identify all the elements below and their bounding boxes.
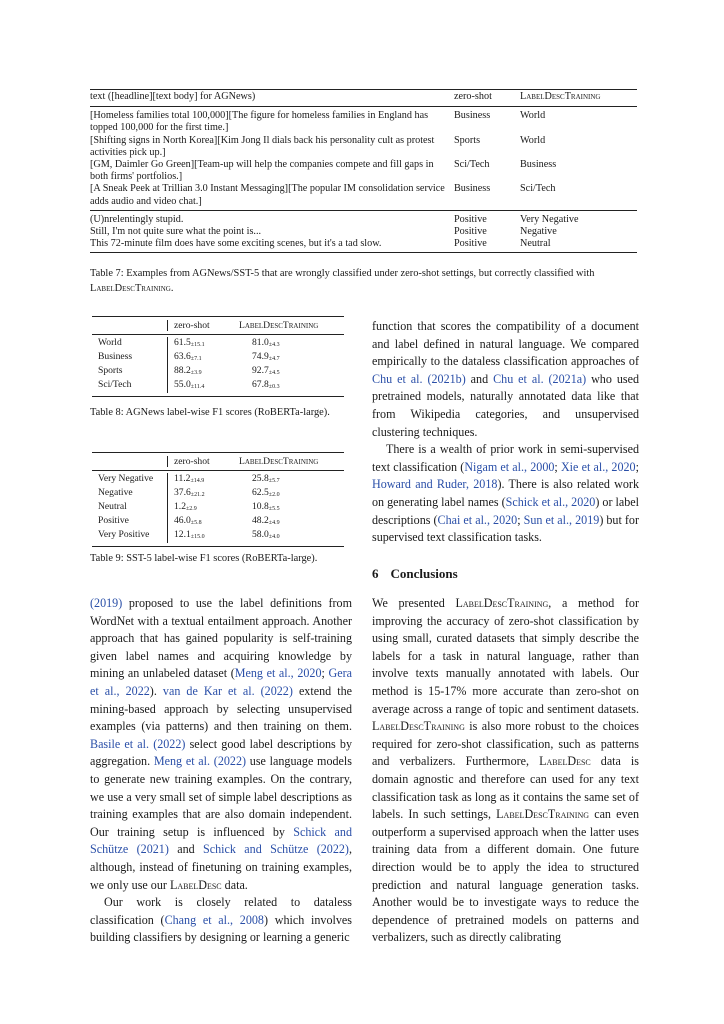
cell-zero-shot <box>168 515 230 529</box>
cell-zero-shot: Sports <box>454 134 481 146</box>
text-run: and <box>168 842 204 857</box>
left-column-bottom <box>90 595 352 947</box>
citation-link: Xie et al., 2020 <box>560 459 636 474</box>
citation-link: Basile et al. (2022) <box>90 736 186 751</box>
header-blank <box>92 456 167 467</box>
std-dev: ±2.9 <box>186 506 197 512</box>
cell-method: Sci/Tech <box>520 183 556 195</box>
cell-zero-shot: Positive <box>454 213 487 225</box>
value: 88.2 <box>174 365 191 376</box>
paragraph <box>372 441 639 547</box>
cell-zero-shot: Business <box>454 110 491 122</box>
caption-suffix: . <box>170 283 174 294</box>
cell-text: [GM, Daimler Go Green][Team-up will help the companies compete and fill gaps in both firms' portfolios.] <box>90 159 434 183</box>
cell-method: World <box>520 134 546 146</box>
right-column-top <box>372 318 639 547</box>
citation-link: (2019) <box>90 596 123 610</box>
value: 12.1 <box>174 529 191 540</box>
value: 62.5 <box>252 487 269 498</box>
table-row <box>90 183 637 207</box>
value: 61.5 <box>174 337 191 348</box>
table-bottom-rule <box>92 546 344 547</box>
paragraph <box>90 595 352 894</box>
text-run: ) or label descriptions ( <box>372 494 639 527</box>
table-row <box>90 159 637 183</box>
header-zero-shot: zero-shot <box>174 456 210 467</box>
citation-link: Gera et al., 2022 <box>90 666 352 698</box>
table-header-row <box>90 90 637 106</box>
cell-zero-shot <box>168 501 230 515</box>
table-row <box>92 501 344 515</box>
table-header-row <box>92 317 344 334</box>
cell-method <box>230 487 344 501</box>
value: 11.2 <box>174 473 191 484</box>
text-run: , a method for improving the accuracy of zero-shot classification by using small, curated datasets that simply describe the labels for a task in natural language, rather than involve texts manually annotated with labels. Our method is 15-17% more accurate than zero-shot on average across a range of topic and sentiment datasets. <box>372 596 640 716</box>
citation-link: Chu et al. (2021b) <box>372 371 466 386</box>
std-dev: ±21.2 <box>190 492 205 498</box>
std-dev: ±5.8 <box>190 520 202 526</box>
citation-link: Nigam et al., 2000 <box>464 459 555 474</box>
caption-text: Table 7: Examples from AGNews/SST-5 that are wrongly classified under zero-shot settings, but correctly classified with <box>90 268 595 279</box>
cell-text: This 72-minute film does have some exciting scenes, but it's a tad slow. <box>90 238 382 250</box>
table-row <box>92 487 344 501</box>
citation-link: Schick et al., 2020 <box>505 494 596 509</box>
text-run: ; <box>554 459 561 474</box>
cell-method: Negative <box>520 226 557 238</box>
table-bottom-rule <box>92 396 344 397</box>
std-dev: ±4.5 <box>268 370 280 376</box>
text-run: ). <box>149 683 163 698</box>
text-run: use language models to generate new training examples. On the contrary, we use a very small set of simple label descriptions as training examples that are also domain independent. Our training setup is influenced by <box>90 754 352 839</box>
value: 67.8 <box>252 379 269 390</box>
method-name: LabelDescTraining <box>496 807 590 822</box>
table-7-caption <box>90 266 638 296</box>
header-method: LabelDescTraining <box>520 91 601 102</box>
cell-text: (U)nrelentingly stupid. <box>90 213 184 225</box>
table-row <box>90 214 637 226</box>
value: 92.7 <box>252 365 269 376</box>
header-zero-shot: zero-shot <box>454 91 492 102</box>
value: 10.8 <box>252 501 269 512</box>
section-title: Conclusions <box>390 566 458 581</box>
cell-label: Sports <box>98 365 123 376</box>
cell-method <box>230 473 344 487</box>
cell-text: [Homeless families total 100,000][The figure for homeless families in England has topped 100,000 for the first time.] <box>90 110 429 134</box>
std-dev: ±4.7 <box>268 356 280 362</box>
value: 1.2 <box>174 501 186 512</box>
cell-method: Neutral <box>520 238 551 250</box>
text-run: There is a wealth of prior work in semi-supervised text classification ( <box>372 442 639 474</box>
citation-link: Schick and Schütze (2021) <box>90 824 352 857</box>
cell-zero-shot <box>168 529 230 543</box>
cell-zero-shot <box>168 473 230 487</box>
caption-method-name: LabelDescTraining <box>90 283 171 294</box>
value: 63.6 <box>174 351 191 362</box>
text-run: ). There is also related work on generating label names ( <box>372 477 639 509</box>
std-dev: ±4.3 <box>268 342 280 348</box>
cell-method: Business <box>520 159 557 171</box>
cell-method <box>230 337 344 351</box>
value: 81.0 <box>252 337 269 348</box>
cell-label: Negative <box>98 487 133 498</box>
std-dev: ±3.9 <box>190 370 202 376</box>
text-run: data. <box>221 877 248 892</box>
citation-link: Meng et al. (2022) <box>153 754 247 769</box>
text-run: is also more robust to the choices required for zero-shot classification, such as patterns and verbalizers. Furthermore, <box>372 719 639 769</box>
table-row <box>92 515 344 529</box>
method-name: LabelDescTraining <box>372 719 465 734</box>
table-row <box>92 365 344 379</box>
cell-zero-shot <box>168 379 230 393</box>
text-run: proposed to use the label definitions from WordNet with a textual entailment approach. Another approach that has gained popularity is self-training given label names and acquiring knowledge by mining an unlabeled dataset ( <box>90 596 352 681</box>
std-dev: ±4.0 <box>268 534 280 540</box>
std-dev: ±0.3 <box>268 384 280 390</box>
cell-zero-shot <box>168 365 230 379</box>
cell-text: [A Sneak Peek at Trillian 3.0 Instant Messaging][The popular IM consolidation service adds audio and video chat.] <box>90 183 445 207</box>
text-run: and <box>465 371 494 386</box>
citation-link: Sun et al., 2019 <box>523 512 600 527</box>
table-7 <box>90 89 637 253</box>
cell-method <box>230 501 344 515</box>
cell-label: Neutral <box>98 501 127 512</box>
std-dev: ±5.5 <box>268 506 280 512</box>
table-body <box>92 335 344 396</box>
text-run: who used pretrained models, naturally annotated data like that from Wikipedia categories, and unsupervised clustering techniques. <box>372 371 640 439</box>
table-row <box>92 337 344 351</box>
section-heading <box>372 566 639 582</box>
paragraph <box>90 894 352 947</box>
std-dev: ±4.9 <box>268 520 280 526</box>
value: 55.0 <box>174 379 191 390</box>
header-zero-shot: zero-shot <box>174 320 210 331</box>
cell-method: World <box>520 110 546 122</box>
header-text: text ([headline][text body] for AGNews) <box>90 91 256 102</box>
cell-label: World <box>98 337 122 348</box>
value: 74.9 <box>252 351 269 362</box>
value: 25.8 <box>252 473 269 484</box>
table-row <box>90 110 637 134</box>
table-9-caption: Table 9: SST-5 label-wise F1 scores (RoBERTa-large). <box>90 553 318 564</box>
cell-zero-shot: Positive <box>454 226 487 238</box>
cell-method <box>230 379 344 393</box>
table-8-caption: Table 8: AGNews label-wise F1 scores (RoBERTa-large). <box>90 407 330 418</box>
value: 37.6 <box>174 487 191 498</box>
header-method: LabelDescTraining <box>239 456 319 467</box>
cell-label: Business <box>98 351 133 362</box>
text-run: data is domain agnostic and therefore can used for any text classification task as long as it contains the same set of labels. In such settings, <box>372 754 639 822</box>
text-run: , although, instead of finetuning on training examples, we only use our <box>90 842 352 892</box>
cell-text: [Shifting signs in North Korea][Kim Jong Il dials back his personality cult as protest activities pick up.] <box>90 134 435 158</box>
cell-zero-shot <box>168 351 230 365</box>
value: 46.0 <box>174 515 191 526</box>
citation-link: van de Kar et al. (2022) <box>162 683 293 698</box>
std-dev: ±14.9 <box>190 478 205 484</box>
cell-method: Very Negative <box>520 213 579 225</box>
text-run: can even outperform a supervised approach when the latter uses training data from a different domain. One future direction would be to apply the idea to structured prediction and natural language generation tasks. Another would be to investigate ways to reduce the dependence of pretrained models on patterns and verbalizers, such as directly calibrating <box>372 807 639 945</box>
table-row <box>92 351 344 365</box>
table-9 <box>92 452 344 547</box>
cell-method <box>230 529 344 543</box>
cell-label: Sci/Tech <box>98 379 132 390</box>
table-header-row <box>92 453 344 470</box>
value: 48.2 <box>252 515 269 526</box>
text-run: ) which involves building classifiers by designing or learning a generic <box>90 912 352 945</box>
cell-text: Still, I'm not quite sure what the point is... <box>90 226 262 238</box>
citation-link: Meng et al., 2020 <box>234 666 322 681</box>
table-row <box>92 473 344 487</box>
cell-zero-shot: Positive <box>454 238 487 250</box>
text-run: We presented <box>372 596 456 610</box>
method-name: LabelDescTraining <box>455 596 549 610</box>
cell-zero-shot <box>168 487 230 501</box>
conclusions-text <box>372 595 639 947</box>
citation-link: Schick and Schütze (2022) <box>203 842 349 857</box>
paragraph <box>372 318 639 441</box>
text-run: ; <box>517 512 524 527</box>
citation-link: Chu et al. (2021a) <box>493 371 587 386</box>
citation-link: Chai et al., 2020 <box>437 512 518 527</box>
sst5-block <box>90 211 637 253</box>
text-run: extend the mining-based approach by selecting unsupervised examples (via patterns) and then training on them. <box>90 683 353 734</box>
header-blank <box>92 320 167 331</box>
cell-zero-shot <box>168 337 230 351</box>
paragraph <box>372 595 639 947</box>
text-run: function that scores the compatibility of a document and label defined in natural language. We compared empirically to the dataless classification approaches of <box>372 319 639 369</box>
table-body <box>92 471 344 546</box>
table-row <box>90 238 637 250</box>
table-row <box>90 226 637 238</box>
text-run: Our work is closely related to dataless classification ( <box>90 895 352 927</box>
cell-method <box>230 351 344 365</box>
cell-method <box>230 365 344 379</box>
text-run: select good label descriptions by aggregation. <box>90 736 352 769</box>
header-method: LabelDescTraining <box>239 320 319 331</box>
cell-label: Very Negative <box>98 473 154 484</box>
text-run: ; <box>321 666 329 681</box>
table-row <box>92 529 344 543</box>
cell-label: Very Positive <box>98 529 150 540</box>
text-run: ) but for supervised text classification tasks. <box>372 512 639 545</box>
std-dev: ±15.1 <box>190 342 205 348</box>
text-run: ; <box>635 459 639 474</box>
cell-label: Positive <box>98 515 129 526</box>
citation-link: Chang et al., 2008 <box>164 912 264 927</box>
std-dev: ±11.4 <box>190 384 205 390</box>
cell-zero-shot: Sci/Tech <box>454 159 490 171</box>
value: 58.0 <box>252 529 269 540</box>
agnews-block <box>90 107 637 210</box>
std-dev: ±5.7 <box>268 478 280 484</box>
method-name: LabelDesc <box>539 754 591 769</box>
table-row <box>90 135 637 159</box>
table-row <box>92 379 344 393</box>
cell-zero-shot: Business <box>454 183 491 195</box>
table-bottom-rule <box>90 252 637 253</box>
std-dev: ±2.0 <box>268 492 280 498</box>
citation-link: Howard and Ruder, 2018 <box>372 477 498 492</box>
section-number: 6 <box>372 566 379 581</box>
method-name: LabelDesc <box>169 877 222 892</box>
table-8 <box>92 316 344 397</box>
std-dev: ±7.1 <box>190 356 202 362</box>
cell-method <box>230 515 344 529</box>
std-dev: ±15.0 <box>190 534 205 540</box>
